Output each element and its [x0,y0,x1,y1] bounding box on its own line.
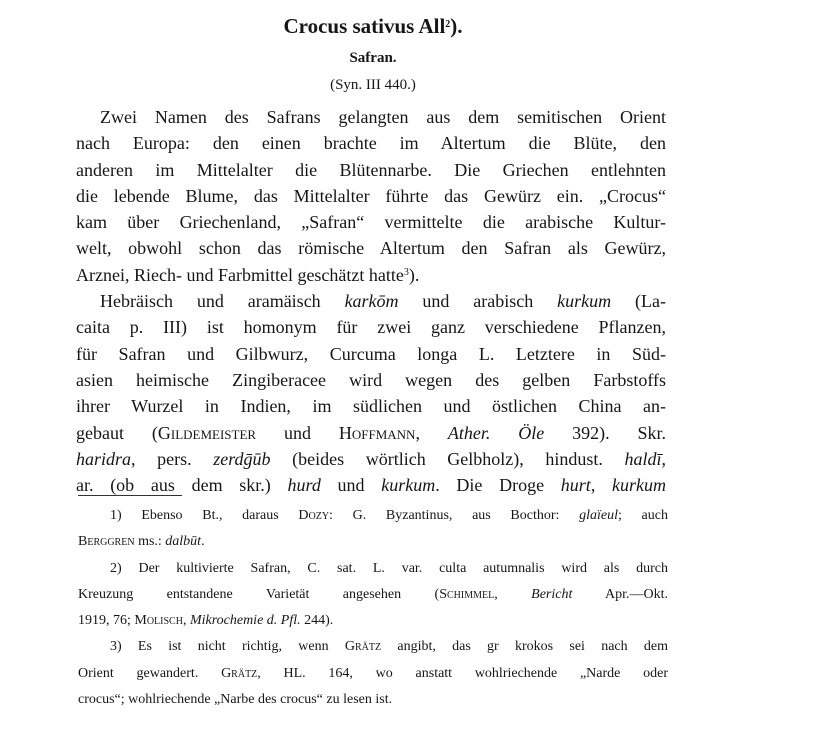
text-segment: 1919, 76; [78,613,135,629]
text-segment: kurkum [557,291,612,312]
text-segment: (La- [611,291,666,312]
author-name: Hoffmann [338,422,416,443]
text-segment: 1) Ebenso Bt., daraus [110,508,299,523]
text-segment: und [256,422,339,443]
text-segment: , [415,422,448,443]
text-line [76,446,666,472]
text-segment: und arabisch [398,291,558,312]
footnote-divider [78,495,182,496]
text-segment: Mikrochemie d. Pfl. [189,613,301,629]
author-name: Grätz [221,665,258,681]
text-line: asien heimische Zingiberacee wird wegen des gelben Farbstoffs [76,369,666,390]
text-segment: , [494,586,532,602]
footnote-line [78,636,668,662]
synonym-reference: (Syn. III 440.) [330,77,416,93]
text-segment: kurkum [612,475,666,496]
text-segment: , HL. 164, wo anstatt wohlriechende „Narde oder [257,665,668,681]
text-segment: gebaut ( [76,422,158,443]
text-segment: 244). [300,613,334,629]
text-segment: angibt, das gr krokos sei nach dem [381,639,668,655]
footnote-line: 2) Der kultivierte Safran, C. sat. L. var. culta autumnalis wird als durch [110,560,668,576]
text-segment: Orient gewandert. [78,665,222,681]
footnote-line [78,610,668,636]
text-segment: glaïeul [579,508,618,523]
title-text: Crocus sativus All [283,14,446,38]
text-line [76,420,666,446]
text-segment: haldī [624,448,662,469]
footnote-line [78,531,668,557]
footnote-line [78,663,668,689]
title-footnote-marker: 2 [445,19,451,30]
text-segment: , [182,613,190,629]
text-segment: ar. (ob aus dem skr.) [76,475,288,496]
text-segment: . [201,534,205,550]
text-line: anderen im Mittelalter die Blütennarbe. Die Griechen entlehnten [76,159,666,180]
text-line: kam über Griechenland, „Safran“ vermittelte die arabische Kultur- [76,212,666,233]
text-segment: ms.: [134,534,166,550]
author-name: Berggren [78,534,135,550]
text-segment: ). [408,264,420,285]
text-line [76,262,666,288]
title-close: ). [450,14,463,38]
text-segment: haridra [76,448,132,469]
text-segment: hurt [560,475,591,496]
text-segment: karkōm [344,291,399,312]
text-line: caita p. III) ist homonym für zwei ganz verschiedene Pflanzen, [76,317,666,338]
text-segment: zerdḡūb [213,448,271,469]
footnotes [78,505,668,715]
author-name: Dozy [298,508,330,523]
text-segment: dalbūt [165,534,202,550]
footnote-line: crocus“; wohlriechende „Narbe des crocus“ zu lesen ist. [78,692,393,708]
text-line [76,288,666,314]
text-line: nach Europa: den einen brachte im Altertum die Blüte, den [76,133,666,154]
text-segment: , pers. [131,448,214,469]
footnote-marker: 3 [403,266,409,278]
text-line: die lebende Blume, das Mittelalter führte das Gewürz ein. „Crocus“ [76,185,666,206]
footnote-line [78,584,668,610]
text-line: Zwei Namen des Safrans gelangten aus dem semitischen Orient [100,107,666,127]
text-segment: : G. Byzantinus, aus Bocthor: [329,508,580,523]
main-text [76,104,666,498]
text-segment: (beides wörtlich Gelbholz), hindust. [270,448,625,469]
text-segment: , [661,448,666,469]
text-segment: Hebräisch und aramäisch [100,291,345,312]
text-segment: Ather. Öle [447,422,545,443]
text-segment: 3) Es ist nicht richtig, wenn [110,639,345,655]
author-name: Grätz [344,639,382,655]
text-segment: kurkum [381,475,436,496]
text-segment: und [320,475,382,496]
text-segment: 392). Skr. [544,422,667,443]
text-segment: Apr.—Okt. [572,586,669,602]
author-name: Molisch [134,613,183,629]
text-segment: Kreuzung entstandene Varietät angesehen ( [78,586,440,602]
text-line: welt, obwohl schon das römische Altertum den Safran als Gewürz, [76,238,666,259]
text-segment: ; auch [617,508,668,523]
text-segment: , [590,475,613,496]
text-line: für Safran und Gilbwurz, Curcuma longa L. Letztere in Süd- [76,343,666,364]
text-segment: hurd [287,475,321,496]
text-line: ihrer Wurzel in Indien, im südlichen und östlichen China an- [76,396,666,417]
footnote-line [78,505,668,531]
page-subtitle: Safran. [349,50,397,66]
text-segment: . Die Droge [435,475,561,496]
text-segment: Arznei, Riech- und Farbmittel geschätzt hatte [76,264,404,285]
text-segment: Bericht [531,586,573,602]
author-name: Schimmel [439,586,495,602]
page-title [0,14,746,39]
author-name: Gildemeister [157,422,257,443]
